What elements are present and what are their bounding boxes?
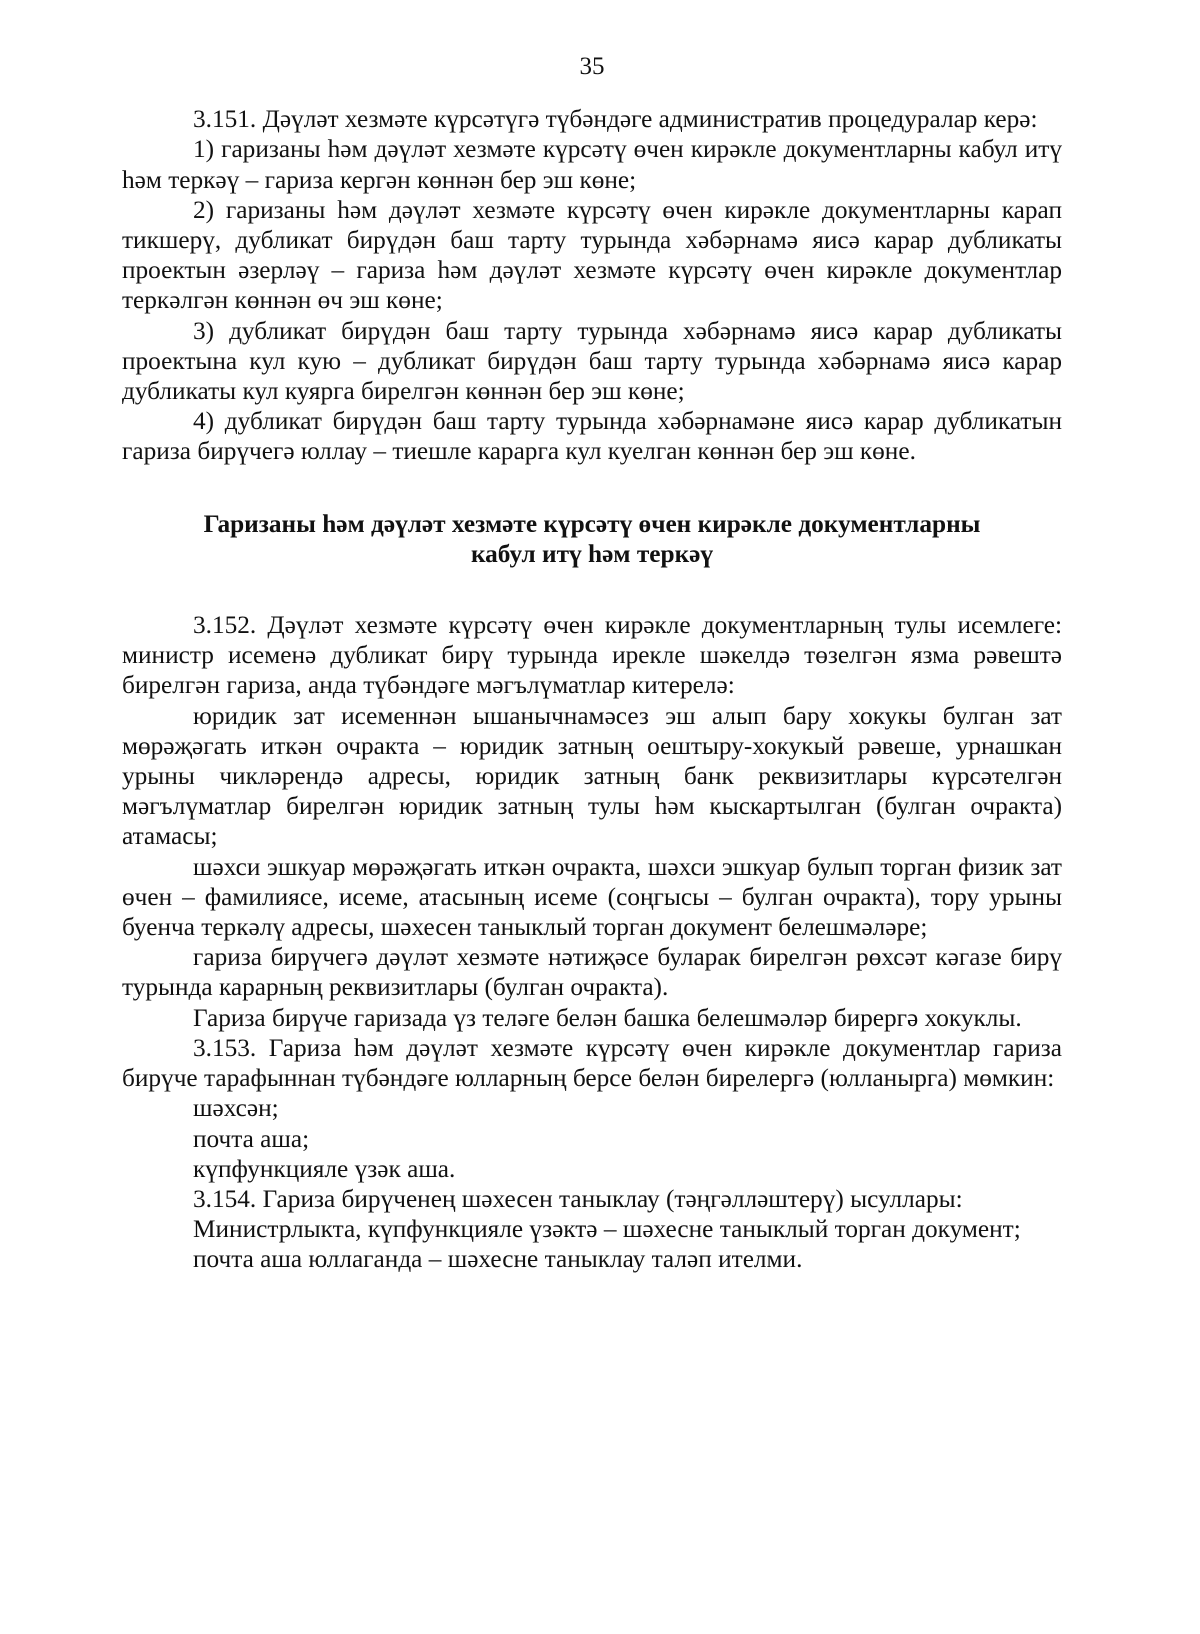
paragraph-3-152-note: Гариза бирүче гаризада үз теләге белән башка белешмәләр бирергә хокуклы. <box>193 1003 1022 1032</box>
list-item: шәхси эшкуар мөрәҗәгать иткән очракта, шәхси эшкуар булып торган физик зат өчен – фамилиясе, исеме, атасының исеме (соңгысы – булган очракта), тору урыны буенча теркәлү адресы, шәхесен таныклый торган документ белешмәләре; <box>122 852 1062 942</box>
section-3-152 <box>122 610 1062 1033</box>
list-item: юридик зат исеменнән ышанычнамәсез эш алып бару хокукы булган зат мөрәҗәгать иткән очракта – юридик затның оештыру-хокукый рәвеше, урнашкан урыны чикләрендә адресы, юридик затның банк реквизитлары күрсәтелгән мәгълүматлар бирелгән юридик затның тулы һәм кыскартылган (булган очракта) атамасы; <box>122 701 1062 851</box>
section-3-154 <box>122 1184 1062 1275</box>
list-item: шәхсән; <box>193 1094 279 1123</box>
list-item: 1) гаризаны һәм дәүләт хезмәте күрсәтү өчен кирәкле документларны кабул итү һәм теркәү – гариза кергән көннән бер эш көне; <box>122 135 1062 194</box>
paragraph-3-152-intro: 3.152. Дәүләт хезмәте күрсәтү өчен кирәкле документларның тулы исемлеге: министр исеменә дубликат бирү турында ирекле шәкелдә төзелгән язма рәвештә бирелгән гариза, анда түбәндәге мәгълүматлар китерелә: <box>122 611 1062 700</box>
section-heading <box>122 509 1062 569</box>
section-3-153 <box>122 1033 1062 1184</box>
list-item: 4) дубликат бирүдән баш тарту турында хәбәрнамәне яисә карар дубликатын гариза бирүчегә юллау – тиешле карарга кул куелган көннән бер эш көне. <box>122 407 1062 466</box>
list-item: 3) дубликат бирүдән баш тарту турында хәбәрнамә яисә карар дубликаты проектына кул кую – дубликат бирүдән баш тарту турында хәбәрнамә яисә карар дубликаты кул куярга бирелгән көннән бер эш көне; <box>122 316 1062 406</box>
heading-line-1: Гаризаны һәм дәүләт хезмәте күрсәтү өчен кирәкле документларны <box>203 509 981 538</box>
list-item: почта аша; <box>193 1124 310 1153</box>
list-item: гариза бирүчегә дәүләт хезмәте нәтиҗәсе буларак бирелгән рөхсәт кәгазе бирү турында карарның реквизитлары (булган очракта). <box>122 943 1062 1002</box>
page-number: 35 <box>579 53 605 80</box>
list-item: күпфункцияле үзәк аша. <box>193 1154 456 1183</box>
list-item: 2) гаризаны һәм дәүләт хезмәте күрсәтү өчен кирәкле документларны карап тикшерү, дубликат бирүдән баш тарту турында хәбәрнамә яисә карар дубликаты проектын әзерләү – гариза һәм дәүләт хезмәте күрсәтү өчен кирәкле документлар теркәлгән көннән өч эш көне; <box>122 195 1062 315</box>
list-item: почта аша юллаганда – шәхесне таныклау таләп ителми. <box>193 1245 803 1274</box>
heading-line-2: кабул итү һәм теркәү <box>470 539 714 568</box>
paragraph-3-151-intro: 3.151. Дәүләт хезмәте күрсәтүгә түбәндәге административ процедуралар керә: <box>193 105 1038 134</box>
document-page <box>122 52 1062 1275</box>
paragraph-3-154-intro: 3.154. Гариза бирүченең шәхесен таныклау (тәңгәлләштерү) ысуллары: <box>193 1184 963 1213</box>
paragraph-3-153-intro: 3.153. Гариза һәм дәүләт хезмәте күрсәтү өчен кирәкле документлар гариза бирүче тарафыннан түбәндәге юлларның берсе белән бирелергә (юлланырга) мөмкин: <box>122 1033 1062 1093</box>
list-item: Министрлыкта, күпфункцияле үзәктә – шәхесне таныклый торган документ; <box>193 1215 1021 1244</box>
section-3-151 <box>122 104 1062 466</box>
